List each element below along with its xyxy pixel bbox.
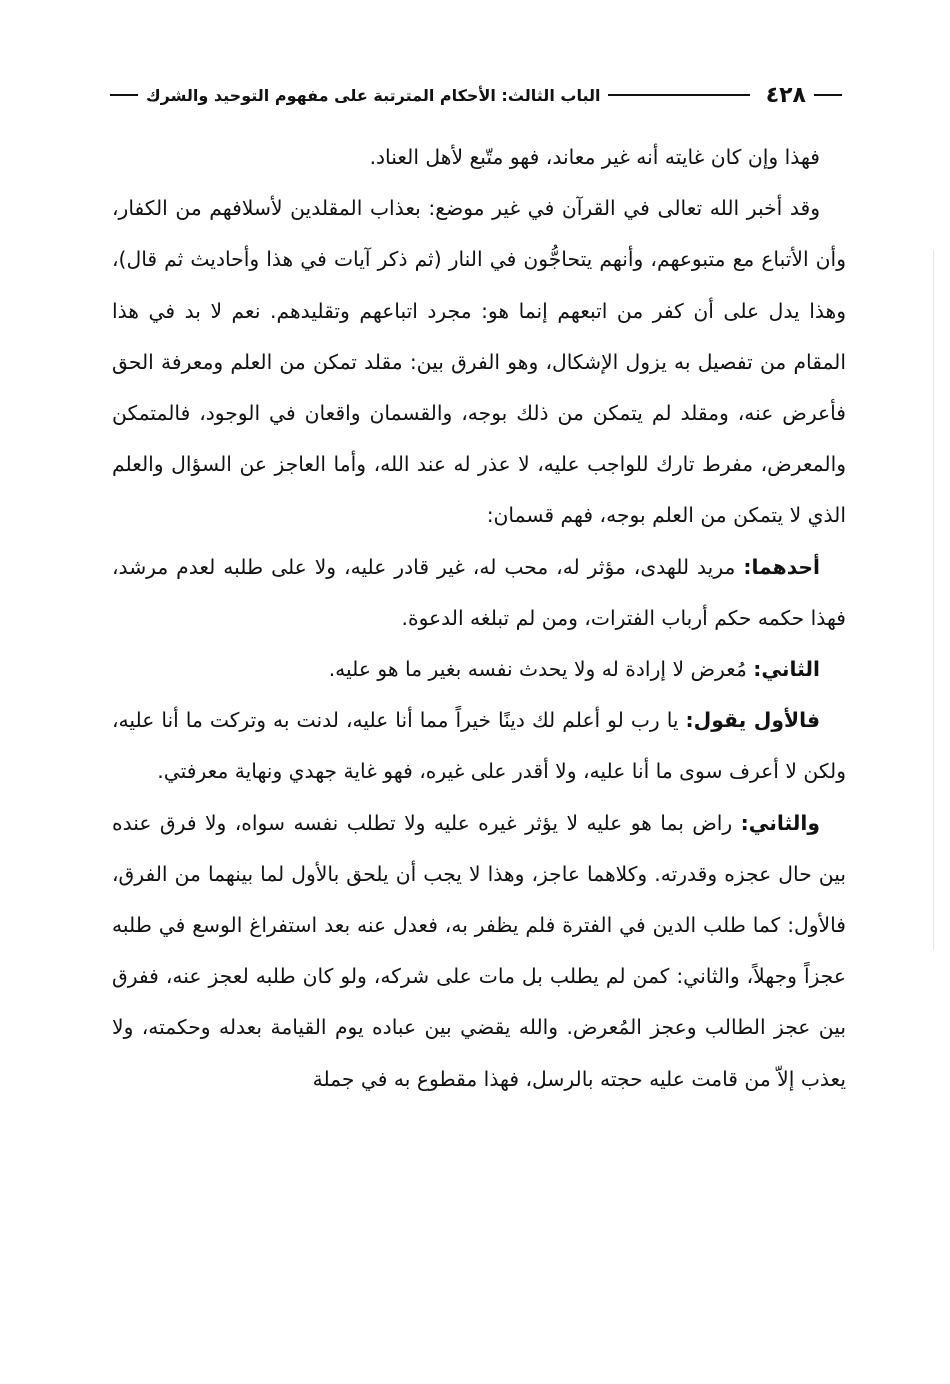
paragraph-5-text: يا رب لو أعلم لك دينًا خيراً مما أنا عليه، لدنت به وتركت ما أنا عليه، ولكن لا أعرف سوى ما أنا عليه، ولا أقدر على غيره، فهو غاية جهدي ونهاية معرفتي. [112,708,846,784]
running-title: الباب الثالث: الأحكام المترتبة على مفهوم التوحيد والشرك [146,85,601,105]
scan-edge-line [933,250,934,950]
paragraph-6-lead: والثاني: [740,810,820,835]
body-text [112,132,846,1105]
paragraph-4-text: مُعرض لا إرادة له ولا يحدث نفسه بغير ما هو عليه. [328,657,747,682]
paragraph-1: فهذا وإن كان غايته أنه غير معاند، فهو متّبع لأهل العناد. [369,145,820,169]
paragraph-6 [112,798,846,1105]
paragraph-2: وقد أخبر الله تعالى في القرآن في غير موضع: بعذاب المقلدين لأسلافهم من الكفار، وأن الأتباع مع متبوعهم، وأنهم يتحاجُّون في النار (ثم ذكر آيات في هذا وأحاديث ثم قال)، وهذا يدل على أن كفر من اتبعهم إنما هو: مجرد اتباعهم وتقليدهم. نعم لا بد في هذا المقام من تفصيل به يزول الإشكال، وهو الفرق بين: مقلد تمكن من العلم ومعرفة الحق فأعرض عنه، ومقلد لم يتمكن من ذلك بوجه، والقسمان واقعان في الوجود، فالمتمكن والمعرض، مفرط تارك للواجب عليه، لا عذر له عند الله، وأما العاجز عن السؤال والعلم الذي لا يتمكن من العلم بوجه، فهم قسمان: [112,196,846,528]
paragraph-4-lead: الثاني: [753,657,820,682]
paragraph-5 [112,695,846,797]
page-number: ٤٢٨ [765,82,806,108]
paragraph-5-lead: فالأول يقول: [685,708,820,733]
page-header [110,80,842,110]
header-dash-right [814,94,842,96]
paragraph-4 [112,644,846,695]
paragraph-3-lead: أحدهما: [743,554,820,579]
paragraph-6-text: راض بما هو عليه لا يؤثر غيره عليه ولا تطلب نفسه سواه، ولا فرق عنده بين حال عجزه وقدرته. وكلاهما عاجز، وهذا لا يجب أن يلحق بالأول لما بينهما من الفرق، فالأول: كما طلب الدين في الفترة فلم يظفر به، فعدل عنه بعد استفراغ الوسع في طلبه عجزاً وجهلاً، والثاني: كمن لم يطلب بل مات على شركه، ولو كان طلبه لعجز عنه، ففرق بين عجز الطالب وعجز المُعرض. والله يقضي بين عباده يوم القيامة بعدله وحكمته، ولا يعذب إلاّ من قامت عليه حجته بالرسل، فهذا مقطوع به في جملة [112,810,846,1091]
paragraph-3-text: مريد للهدى، مؤثر له، محب له، غير قادر عليه، ولا على طلبه لعدم مرشد، فهذا حكمه حكم أرباب الفترات، ومن لم تبلغه الدعوة. [112,554,846,630]
header-dash-left [110,94,138,96]
header-rule [608,94,749,96]
paragraph-3 [112,542,846,644]
